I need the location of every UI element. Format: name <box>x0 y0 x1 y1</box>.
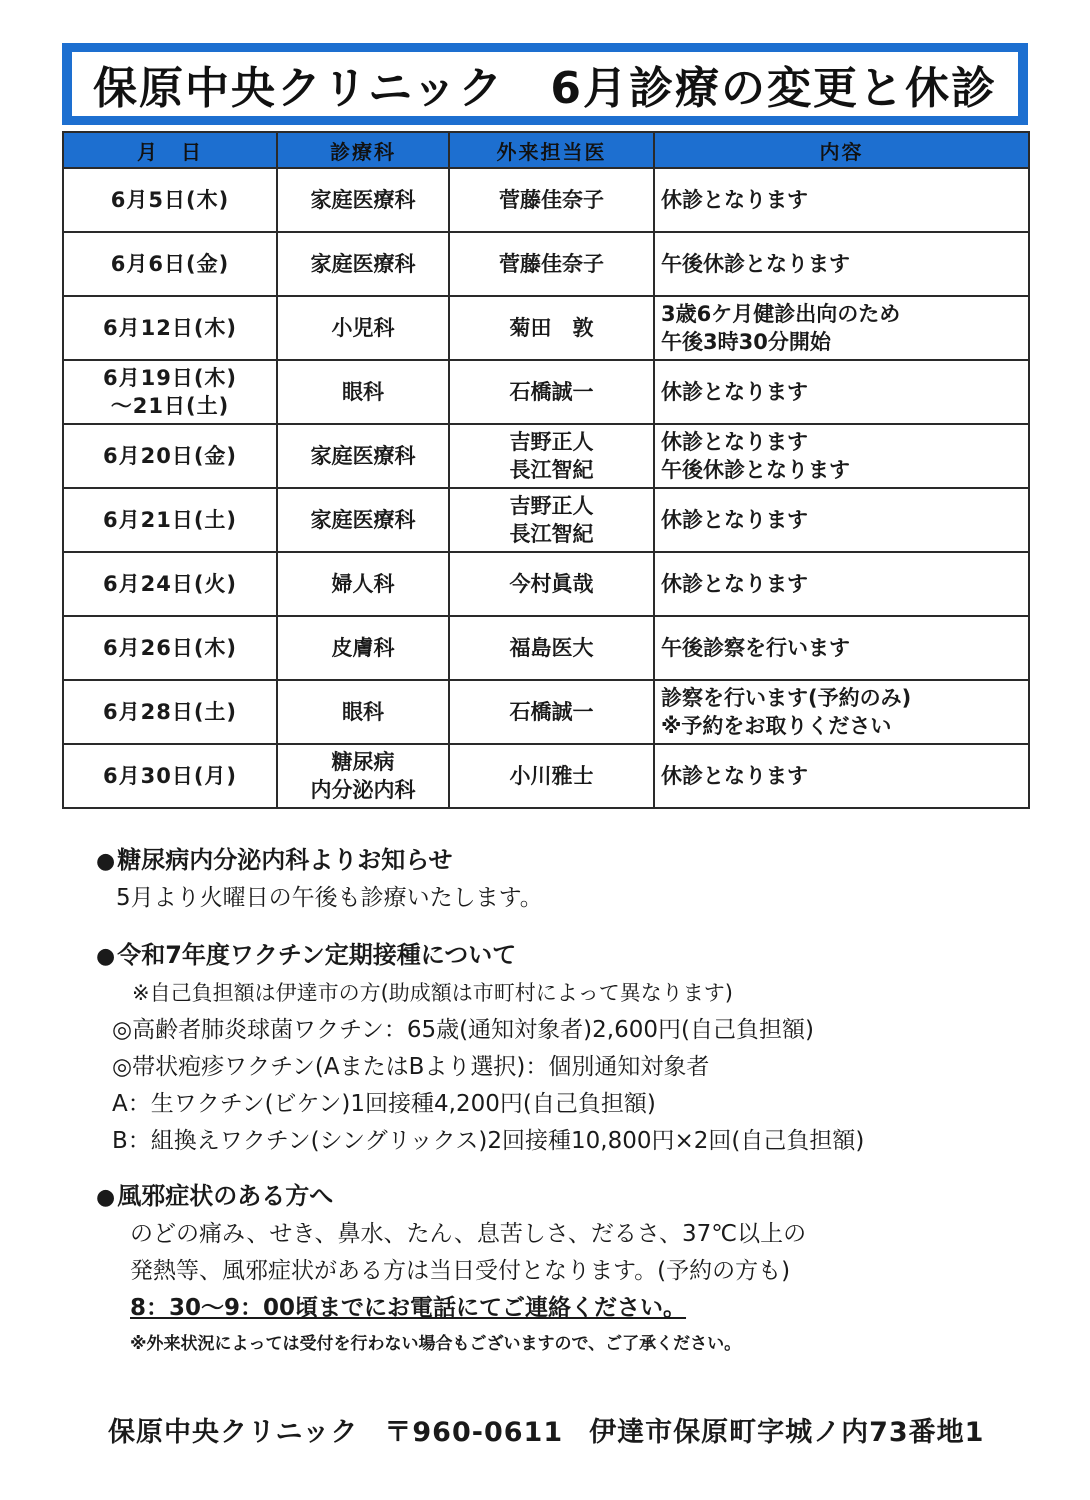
table-row <box>63 488 1029 552</box>
department-cell <box>277 360 449 424</box>
vaccine-zoster: ◎帯状疱疹ワクチン(AまたはBより選択)：個別通知対象者 <box>112 1054 710 1080</box>
content-cell <box>654 296 1029 360</box>
vaccine-option-a: A：生ワクチン(ビケン)1回接種4,200円(自己負担額) <box>112 1091 656 1117</box>
date-cell <box>63 168 277 232</box>
date-cell <box>63 552 277 616</box>
vaccine-notice-heading <box>96 937 1056 975</box>
vaccine-heading-text: 令和7年度ワクチン定期接種について <box>117 941 517 969</box>
vaccine-pneumococcal: ◎高齢者肺炎球菌ワクチン：65歳(通知対象者)2,600円(自己負担額) <box>112 1017 814 1043</box>
table-row <box>63 168 1029 232</box>
table-row <box>63 552 1029 616</box>
content-cell-line: 休診となります <box>661 572 808 596</box>
doctor-cell <box>449 168 654 232</box>
department-cell <box>277 680 449 744</box>
content-cell <box>654 488 1029 552</box>
date-cell <box>63 424 277 488</box>
doctor-cell-line: 石橋誠一 <box>509 380 594 404</box>
doctor-cell-line: 菅藤佳奈子 <box>499 188 604 212</box>
content-cell-line: 休診となります <box>661 430 808 454</box>
footer-postal-code: 〒960-0611 <box>384 1417 564 1448</box>
content-cell-line: 午後3時30分開始 <box>661 330 831 354</box>
department-cell <box>277 424 449 488</box>
content-cell-line: 休診となります <box>661 508 808 532</box>
doctor-cell-line: 菅藤佳奈子 <box>499 252 604 276</box>
doctor-cell-line: 吉野正人 <box>509 430 594 454</box>
date-cell-line: 6月20日(金) <box>102 444 238 468</box>
department-cell <box>277 744 449 808</box>
content-cell <box>654 616 1029 680</box>
date-cell <box>63 616 277 680</box>
doctor-cell <box>449 232 654 296</box>
doctor-cell <box>449 744 654 808</box>
table-row <box>63 744 1029 808</box>
date-cell-line: 6月26日(木) <box>102 636 238 660</box>
doctor-cell <box>449 680 654 744</box>
bullet-icon: ● <box>96 1185 116 1210</box>
date-cell <box>63 232 277 296</box>
department-cell <box>277 232 449 296</box>
date-cell-line: 6月28日(土) <box>102 700 238 724</box>
schedule-table <box>62 131 1030 809</box>
date-cell-line: ～21日(土) <box>110 394 230 418</box>
date-cell-line: 6月24日(火) <box>102 572 238 596</box>
table-row <box>63 360 1029 424</box>
doctor-cell-line: 福島医大 <box>509 636 594 660</box>
department-cell-line: 家庭医療科 <box>310 508 416 532</box>
date-cell <box>63 360 277 424</box>
department-cell-line: 皮膚科 <box>331 636 395 660</box>
date-cell-line: 6月30日(月) <box>102 764 238 788</box>
department-cell-line: 糖尿病 <box>331 750 395 774</box>
header-date: 月 日 <box>63 132 277 168</box>
content-cell-line: 休診となります <box>661 188 808 212</box>
department-cell <box>277 616 449 680</box>
schedule-body <box>63 168 1029 808</box>
content-cell <box>654 168 1029 232</box>
page-title: 保原中央クリニック 6月診療の変更と休診 <box>72 52 1018 116</box>
doctor-cell-line: 長江智紀 <box>509 522 594 546</box>
cold-notice-call-time: 8：30～9：00頃までにお電話にてご連絡ください。 <box>130 1295 687 1321</box>
cold-heading-text: 風邪症状のある方へ <box>117 1182 334 1210</box>
doctor-cell <box>449 616 654 680</box>
date-cell <box>63 680 277 744</box>
table-row <box>63 424 1029 488</box>
bullet-icon: ● <box>96 849 116 874</box>
date-cell-line: 6月21日(土) <box>102 508 238 532</box>
department-cell <box>277 488 449 552</box>
diabetes-heading-text: 糖尿病内分泌内科よりお知らせ <box>117 846 453 874</box>
content-cell-line: 休診となります <box>661 380 808 404</box>
content-cell-line: 午後休診となります <box>661 458 850 482</box>
content-cell <box>654 360 1029 424</box>
department-cell-line: 眼科 <box>342 380 384 404</box>
cold-notice-disclaimer: ※外来状況によっては受付を行わない場合もございますので、ご了承ください。 <box>130 1334 742 1354</box>
bullet-icon: ● <box>96 944 116 969</box>
doctor-cell-line: 長江智紀 <box>509 458 594 482</box>
department-cell <box>277 168 449 232</box>
table-row <box>63 680 1029 744</box>
department-cell-line: 内分泌内科 <box>310 778 416 802</box>
date-cell <box>63 488 277 552</box>
doctor-cell <box>449 360 654 424</box>
doctor-cell <box>449 296 654 360</box>
content-cell <box>654 232 1029 296</box>
department-cell <box>277 552 449 616</box>
date-cell <box>63 744 277 808</box>
department-cell-line: 眼科 <box>342 700 384 724</box>
content-cell-line: ※予約をお取りください <box>661 714 892 738</box>
date-cell-line: 6月6日(金) <box>110 252 230 276</box>
department-cell <box>277 296 449 360</box>
content-cell <box>654 552 1029 616</box>
doctor-cell <box>449 424 654 488</box>
content-cell <box>654 424 1029 488</box>
notices-section <box>96 842 1056 1361</box>
content-cell-line: 診察を行います(予約のみ) <box>661 686 912 710</box>
diabetes-notice-heading <box>96 842 1056 880</box>
footer-clinic-name: 保原中央クリニック <box>108 1417 359 1448</box>
content-cell-line: 午後休診となります <box>661 252 850 276</box>
doctor-cell <box>449 488 654 552</box>
cold-notice-line1: のどの痛み、せき、鼻水、たん、息苦しさ、だるさ、37℃以上の <box>130 1221 807 1247</box>
diabetes-notice-body: 5月より火曜日の午後も診療いたします。 <box>116 885 543 911</box>
date-cell-line: 6月12日(木) <box>102 316 238 340</box>
department-cell-line: 家庭医療科 <box>310 252 416 276</box>
doctor-cell-line: 吉野正人 <box>509 494 594 518</box>
table-row <box>63 232 1029 296</box>
table-row <box>63 296 1029 360</box>
table-header-row <box>63 132 1029 168</box>
date-cell <box>63 296 277 360</box>
department-cell-line: 小児科 <box>331 316 395 340</box>
department-cell-line: 婦人科 <box>331 572 395 596</box>
date-cell-line: 6月19日(木) <box>102 366 238 390</box>
content-cell-line: 午後診察を行います <box>661 636 850 660</box>
title-banner <box>62 43 1028 125</box>
vaccine-option-b: B：組換えワクチン(シングリックス)2回接種10,800円×2回(自己負担額) <box>112 1128 865 1154</box>
content-cell-line: 3歳6ケ月健診出向のため <box>661 302 901 326</box>
table-row <box>63 616 1029 680</box>
cold-notice-line2: 発熱等、風邪症状がある方は当日受付となります。(予約の方も) <box>130 1258 791 1284</box>
department-cell-line: 家庭医療科 <box>310 444 416 468</box>
cold-notice-heading <box>96 1178 1056 1216</box>
content-cell <box>654 744 1029 808</box>
header-department: 診療科 <box>277 132 449 168</box>
header-doctor: 外来担当医 <box>449 132 654 168</box>
content-cell <box>654 680 1029 744</box>
doctor-cell-line: 今村眞哉 <box>509 572 594 596</box>
vaccine-cost-note: ※自己負担額は伊達市の方(助成額は市町村によって異なります) <box>132 981 733 1005</box>
doctor-cell-line: 小川雅士 <box>509 764 594 788</box>
header-content: 内容 <box>654 132 1029 168</box>
content-cell-line: 休診となります <box>661 764 808 788</box>
doctor-cell-line: 石橋誠一 <box>509 700 594 724</box>
doctor-cell <box>449 552 654 616</box>
department-cell-line: 家庭医療科 <box>310 188 416 212</box>
footer-address-text: 伊達市保原町字城ノ内73番地1 <box>589 1417 985 1448</box>
doctor-cell-line: 菊田 敦 <box>509 316 594 340</box>
date-cell-line: 6月5日(木) <box>110 188 230 212</box>
footer-address <box>108 1410 1010 1449</box>
